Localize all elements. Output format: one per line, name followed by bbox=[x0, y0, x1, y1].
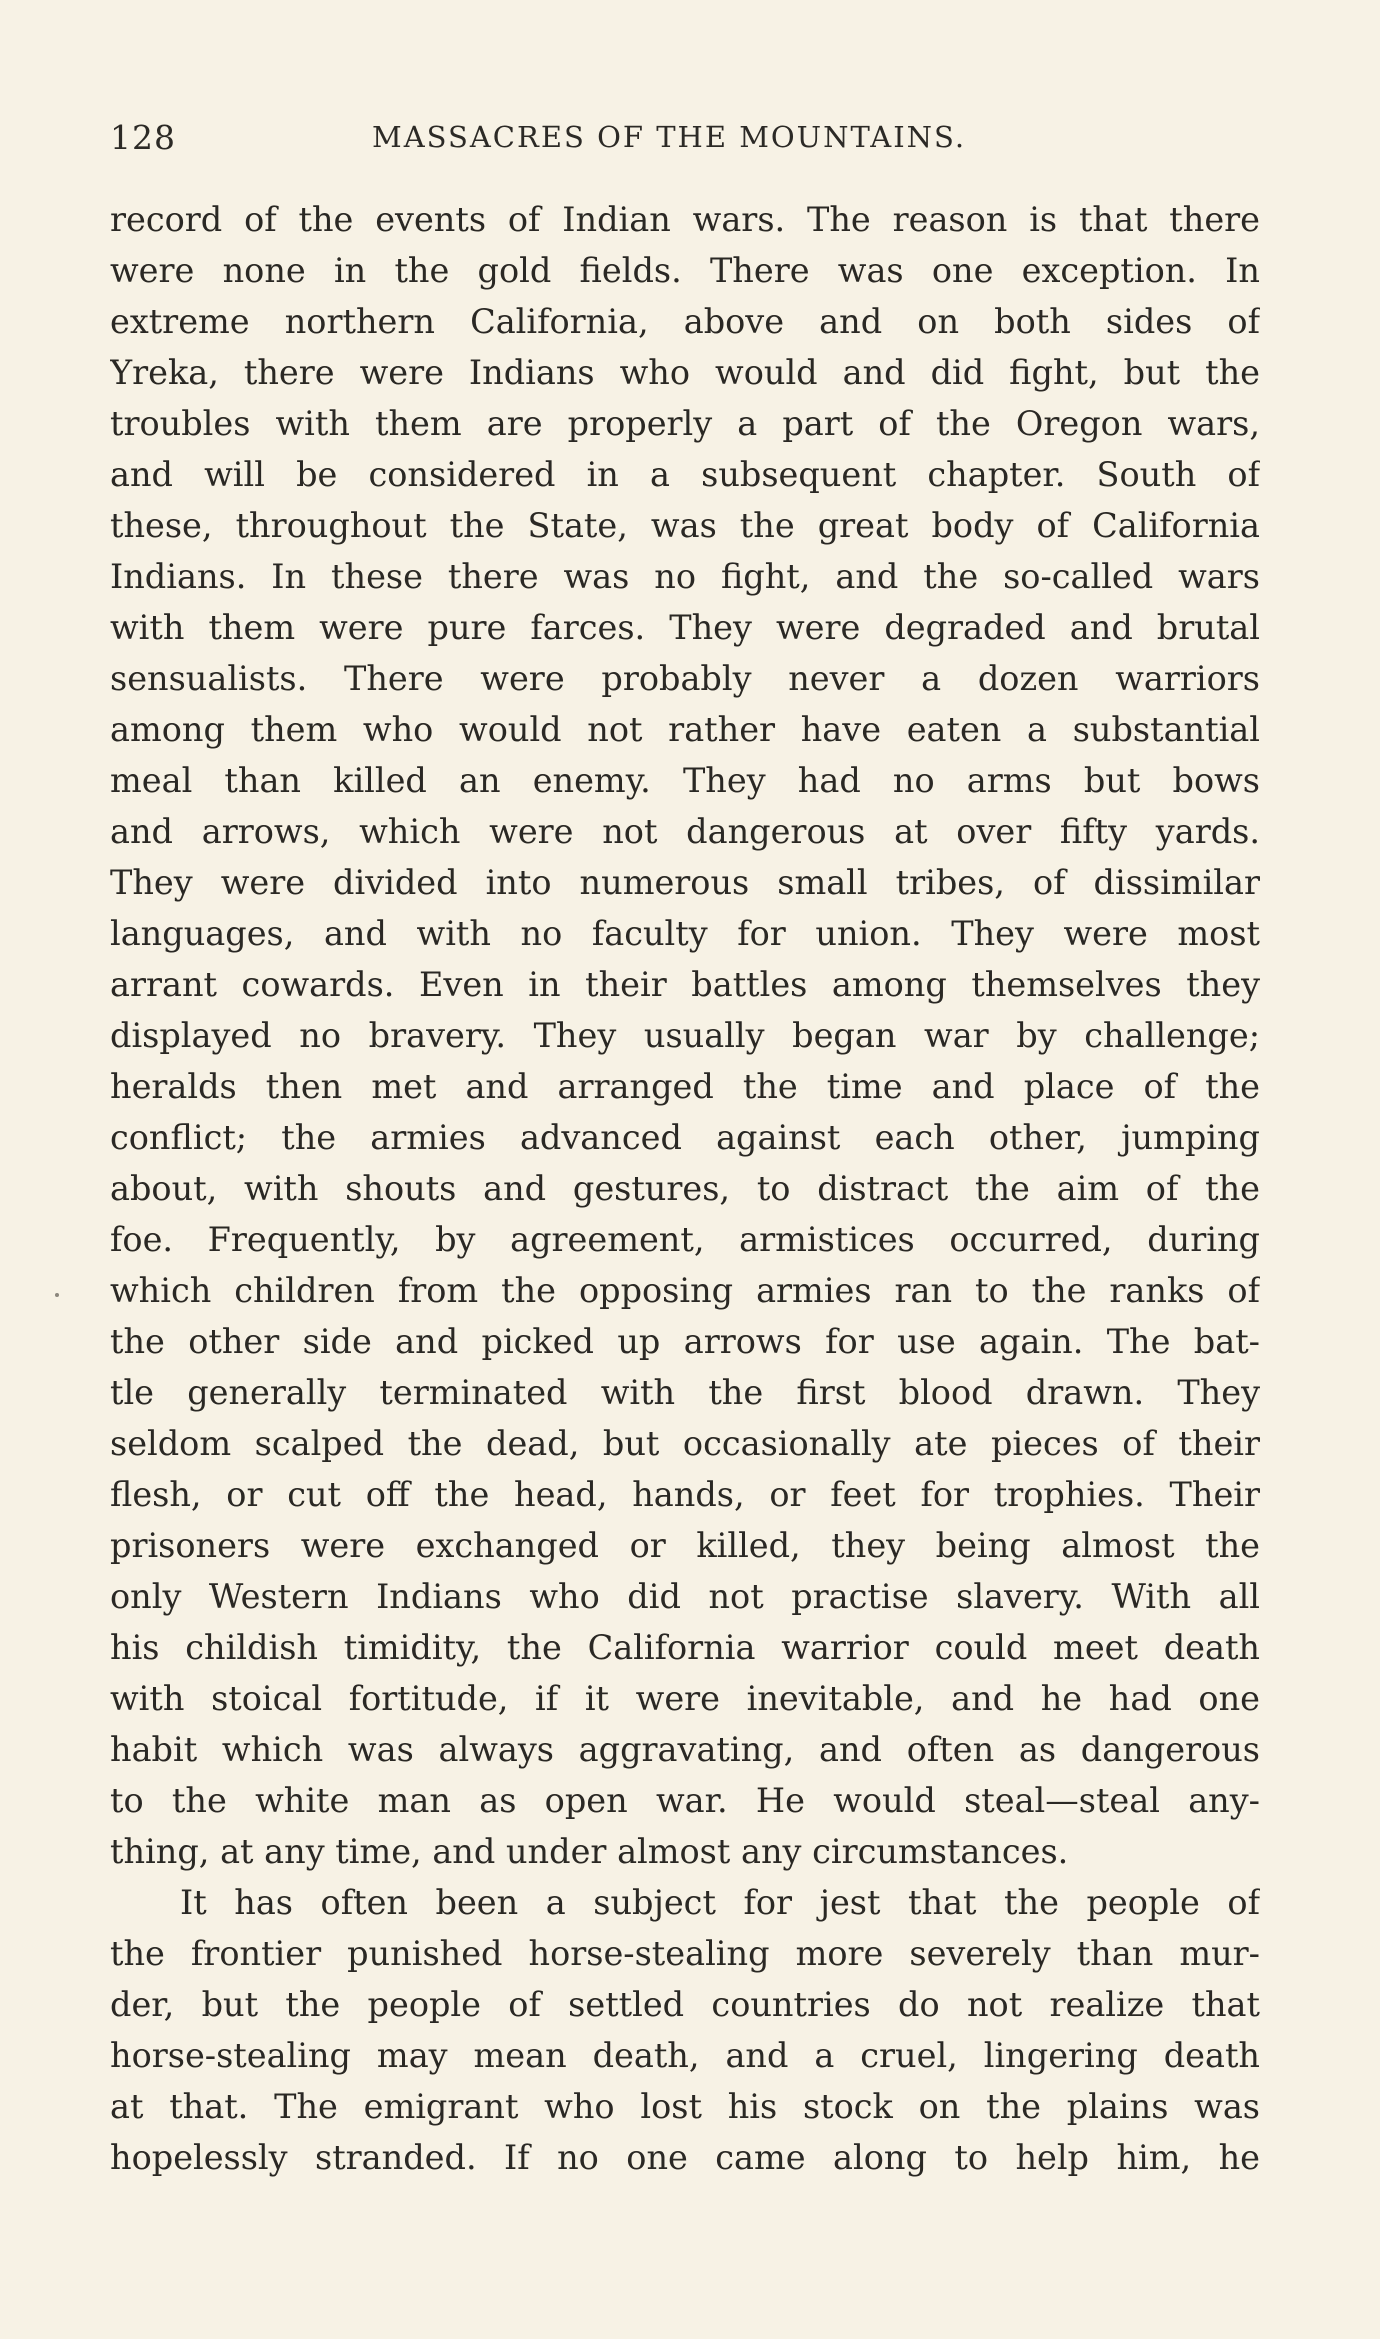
running-head bbox=[110, 118, 1260, 170]
text-line: foe. Frequently, by agreement, armistices occurred, during bbox=[110, 1220, 1260, 1259]
text-line: Yreka, there were Indians who would and did fight, but the bbox=[110, 353, 1260, 392]
text-line: They were divided into numerous small tribes, of dissimilar bbox=[110, 863, 1260, 902]
text-line: were none in the gold fields. There was one exception. In bbox=[110, 251, 1260, 290]
text-line: these, throughout the State, was the great body of California bbox=[110, 506, 1260, 545]
text-line: It has often been a subject for jest that the people of bbox=[180, 1883, 1260, 1922]
text-line: flesh, or cut off the head, hands, or feet for trophies. Their bbox=[110, 1475, 1260, 1514]
text-line: extreme northern California, above and on both sides of bbox=[110, 302, 1260, 341]
text-line: conflict; the armies advanced against each other, jumping bbox=[110, 1118, 1260, 1157]
text-line: record of the events of Indian wars. The reason is that there bbox=[110, 200, 1260, 239]
text-line: only Western Indians who did not practise slavery. With all bbox=[110, 1577, 1260, 1616]
text-line: the frontier punished horse-stealing more severely than mur- bbox=[110, 1934, 1260, 1973]
text-line: tle generally terminated with the first blood drawn. They bbox=[110, 1373, 1260, 1412]
text-line: prisoners were exchanged or killed, they being almost the bbox=[110, 1526, 1260, 1565]
text-line: troubles with them are properly a part of the Oregon wars, bbox=[110, 404, 1260, 443]
text-line: seldom scalped the dead, but occasionally ate pieces of their bbox=[110, 1424, 1260, 1463]
text-line: with them were pure farces. They were degraded and brutal bbox=[110, 608, 1260, 647]
text-line: among them who would not rather have eaten a substantial bbox=[110, 710, 1260, 749]
text-line: displayed no bravery. They usually began war by challenge; bbox=[110, 1016, 1260, 1055]
text-line: with stoical fortitude, if it were inevitable, and he had one bbox=[110, 1679, 1260, 1718]
text-line: at that. The emigrant who lost his stock on the plains was bbox=[110, 2087, 1260, 2126]
text-line: horse-stealing may mean death, and a cruel, lingering death bbox=[110, 2036, 1260, 2075]
text-line: habit which was always aggravating, and often as dangerous bbox=[110, 1730, 1260, 1769]
text-line: his childish timidity, the California warrior could meet death bbox=[110, 1628, 1260, 1667]
text-line: and arrows, which were not dangerous at over fifty yards. bbox=[110, 812, 1260, 851]
text-line: heralds then met and arranged the time and place of the bbox=[110, 1067, 1260, 1106]
text-line: about, with shouts and gestures, to distract the aim of the bbox=[110, 1169, 1260, 1208]
text-line: languages, and with no faculty for union. They were most bbox=[110, 914, 1260, 953]
text-line: der, but the people of settled countries do not realize that bbox=[110, 1985, 1260, 2024]
paragraph-1 bbox=[110, 194, 1260, 1877]
page-number: 128 bbox=[110, 118, 176, 157]
running-title: MASSACRES OF THE MOUNTAINS. bbox=[372, 120, 967, 154]
text-line: thing, at any time, and under almost any circumstances. bbox=[110, 1832, 1069, 1871]
text-line: which children from the opposing armies ran to the ranks of bbox=[110, 1271, 1260, 1310]
paragraph-2 bbox=[110, 1877, 1260, 2183]
text-line: arrant cowards. Even in their battles among themselves they bbox=[110, 965, 1260, 1004]
paper-speck bbox=[55, 1293, 59, 1297]
text-line: and will be considered in a subsequent chapter. South of bbox=[110, 455, 1260, 494]
text-line: the other side and picked up arrows for use again. The bat- bbox=[110, 1322, 1260, 1361]
text-line: sensualists. There were probably never a dozen warriors bbox=[110, 659, 1260, 698]
text-line: to the white man as open war. He would steal—steal any- bbox=[110, 1781, 1260, 1820]
body-text bbox=[110, 194, 1260, 2183]
text-line: meal than killed an enemy. They had no arms but bows bbox=[110, 761, 1260, 800]
text-line: Indians. In these there was no fight, and the so-called wars bbox=[110, 557, 1260, 596]
text-line: hopelessly stranded. If no one came along to help him, he bbox=[110, 2138, 1260, 2177]
